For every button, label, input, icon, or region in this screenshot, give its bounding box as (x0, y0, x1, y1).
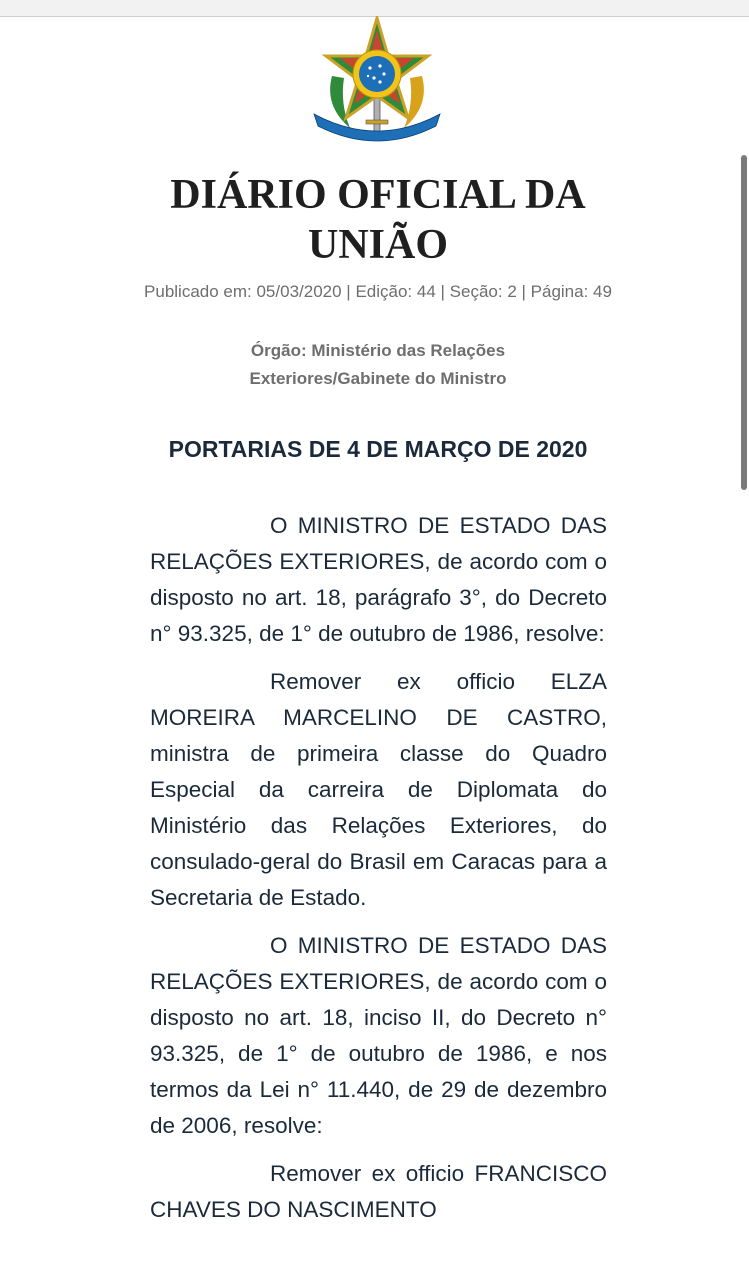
section: Seção: 2 (449, 282, 517, 301)
paragraph: O MINISTRO DE ESTADO DAS RELAÇÕES EXTERIORES, de acordo com o disposto no art. 18, parágrafo 3°, do Decreto n° 93.325, de 1° de outubro de 1986, resolve: (150, 513, 607, 646)
page-title: DIÁRIO OFICIAL DA UNIÃO (170, 172, 586, 268)
document-heading: PORTARIAS DE 4 DE MARÇO DE 2020 (168, 436, 588, 462)
publication-meta: Publicado em: 05/03/2020 | Edição: 44 | Seção: 2 | Página: 49 (144, 282, 612, 301)
brazil-coat-of-arms-icon (310, 16, 444, 146)
paragraph: Remover ex officio FRANCISCO CHAVES DO NASCIMENTO (150, 1161, 607, 1222)
paragraph: Remover ex officio ELZA MOREIRA MARCELINO DE CASTRO, ministra de primeira classe do Quadro Especial da carreira de Diplomata do Ministério das Relações Exteriores, do consulado-geral do Brasil em Caracas para a Secretaria de Estado. (150, 669, 607, 910)
orgao: Órgão: Ministério das Relações Exteriores/Gabinete do Ministro (249, 341, 507, 388)
browser-top-bar (0, 0, 749, 17)
published-date: Publicado em: 05/03/2020 (144, 282, 342, 301)
scrollbar[interactable] (741, 155, 747, 490)
page-number: Página: 49 (530, 282, 612, 301)
edition: Edição: 44 (355, 282, 436, 301)
paragraph: O MINISTRO DE ESTADO DAS RELAÇÕES EXTERIORES, de acordo com o disposto no art. 18, inciso II, do Decreto n° 93.325, de 1° de outubro de 1986, e nos termos da Lei n° 11.440, de 29 de dezembro de 2006, resolve: (150, 933, 607, 1138)
document-body (150, 508, 607, 1240)
